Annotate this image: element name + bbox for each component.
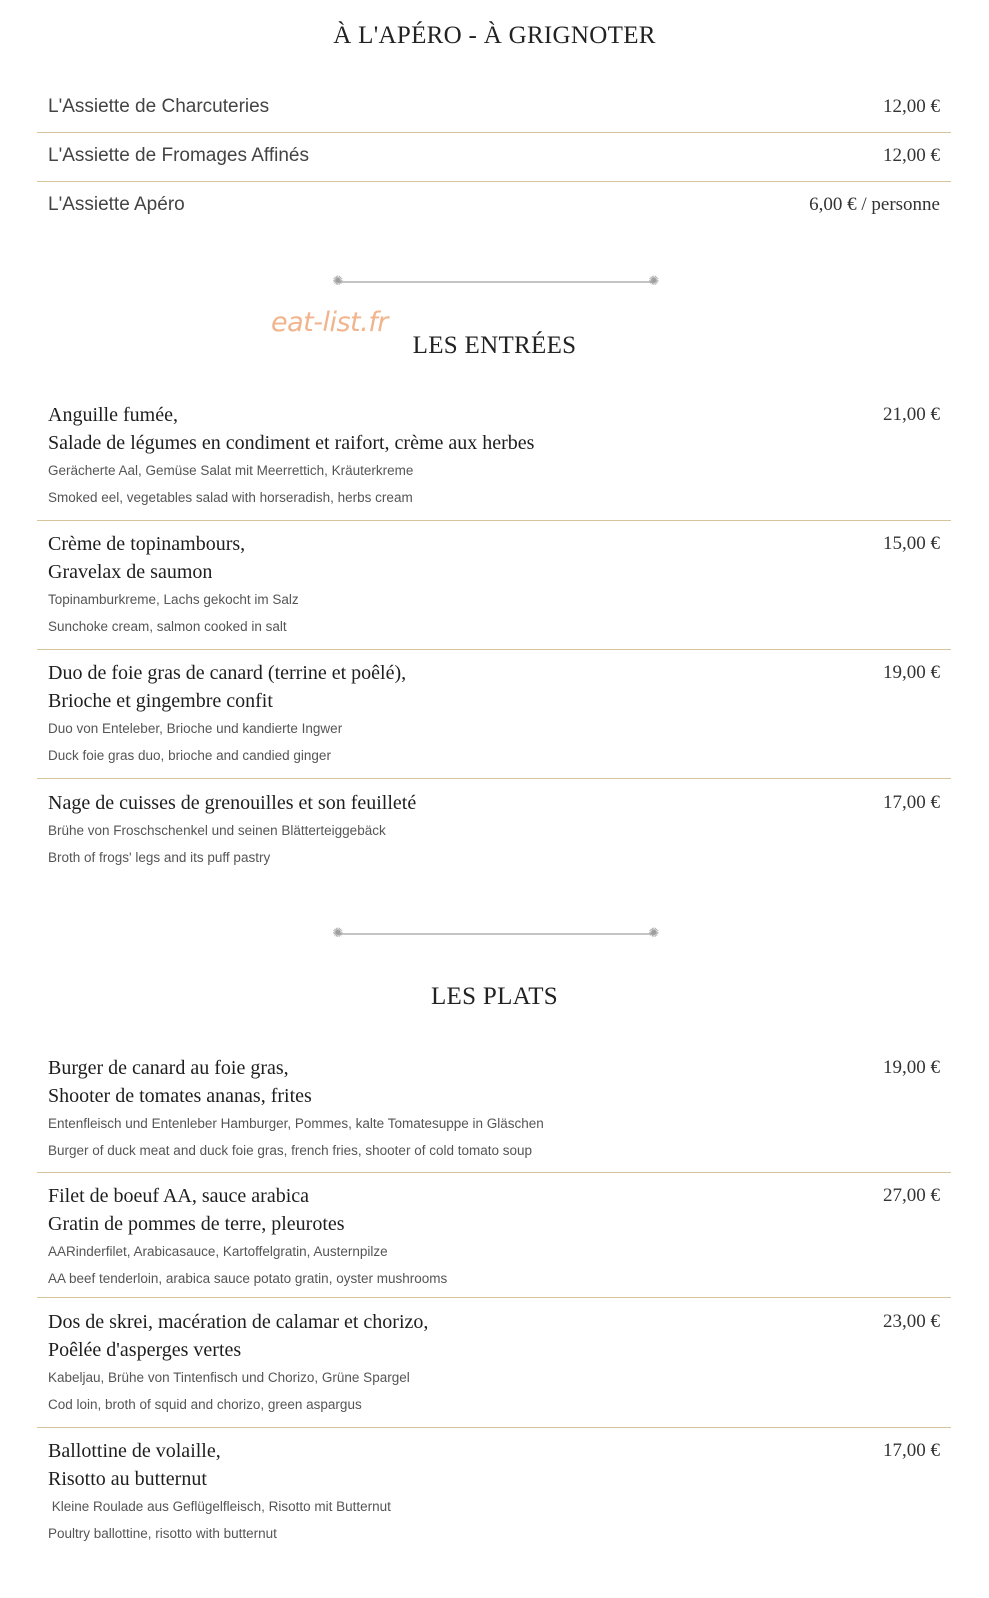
row-divider: [37, 778, 951, 779]
dish-description-en: Burger of duck meat and duck foie gras, french fries, shooter of cold tomato soup: [48, 1143, 533, 1158]
dish-description-en: Smoked eel, vegetables salad with horseradish, herbs cream: [48, 490, 413, 505]
dish-description-de: Kleine Roulade aus Geflügelfleisch, Risotto mit Butternut: [48, 1499, 391, 1514]
dish-title-line2: Brioche et gingembre confit: [48, 690, 273, 712]
section-divider: [334, 928, 658, 940]
item-price: 12,00 €: [883, 145, 940, 166]
item-price: 19,00 €: [883, 662, 940, 683]
menu-item: [48, 95, 940, 119]
menu-item: [48, 530, 940, 640]
menu-item: [48, 1437, 940, 1547]
dish-description-de: Brühe von Froschschenkel und seinen Blätterteiggebäck: [48, 823, 386, 838]
menu-item: [48, 659, 940, 769]
dish-title-line1: Burger de canard au foie gras,: [48, 1057, 289, 1079]
item-name: L'Assiette de Charcuteries: [48, 96, 270, 117]
menu-item: [48, 789, 940, 871]
menu-item: [48, 401, 940, 511]
watermark-logo: eat-list.fr: [271, 307, 388, 338]
dish-title-line1: Filet de boeuf AA, sauce arabica: [48, 1185, 310, 1207]
dish-description-en: Sunchoke cream, salmon cooked in salt: [48, 619, 287, 634]
item-price: 17,00 €: [883, 792, 940, 813]
section-title-plats: LES PLATS: [430, 983, 559, 1010]
item-price: 12,00 €: [883, 96, 940, 117]
row-divider: [37, 649, 951, 650]
item-price: 17,00 €: [883, 1440, 940, 1461]
dish-description-de: Topinamburkreme, Lachs gekocht im Salz: [48, 592, 299, 607]
section-divider: [334, 276, 658, 288]
menu-item: [48, 1308, 940, 1418]
dish-description-de: Entenfleisch und Entenleber Hamburger, Pommes, kalte Tomatesuppe in Gläschen: [48, 1116, 544, 1131]
row-divider: [37, 520, 951, 521]
dish-title-line1: Anguille fumée,: [48, 404, 178, 426]
dish-description-de: Kabeljau, Brühe von Tintenfisch und Chorizo, Grüne Spargel: [48, 1370, 410, 1385]
dish-title-line2: Shooter de tomates ananas, frites: [48, 1085, 312, 1107]
dish-description-en: Poultry ballottine, risotto with butternut: [48, 1526, 277, 1541]
row-divider: [37, 1172, 951, 1173]
dish-title-line1: Crème de topinambours,: [48, 533, 246, 555]
dish-description-de: Gerächerte Aal, Gemüse Salat mit Meerrettich, Kräuterkreme: [48, 463, 414, 478]
dish-description-en: AA beef tenderloin, arabica sauce potato gratin, oyster mushrooms: [48, 1271, 448, 1286]
dish-title-line2: Poêlée d'asperges vertes: [48, 1339, 242, 1361]
fleuron-icon: ✺: [332, 926, 344, 941]
row-divider: [37, 132, 951, 133]
fleuron-icon: ✺: [648, 274, 660, 289]
row-divider: [37, 1427, 951, 1428]
section-title-apero: À L'APÉRO - À GRIGNOTER: [333, 22, 656, 49]
fleuron-icon: ✺: [332, 274, 344, 289]
item-name: L'Assiette Apéro: [48, 194, 185, 215]
section-title-entrees: LES ENTRÉES: [412, 332, 577, 359]
dish-title-line1: Duo de foie gras de canard (terrine et poêlé),: [48, 662, 407, 684]
item-name: L'Assiette de Fromages Affinés: [48, 145, 309, 166]
menu-item: [48, 1054, 940, 1164]
fleuron-icon: ✺: [648, 926, 660, 941]
dish-title-line1: Nage de cuisses de grenouilles et son feuilleté: [48, 792, 417, 814]
dish-description-de: Duo von Enteleber, Brioche und kandierte Ingwer: [48, 721, 343, 736]
dish-description-en: Broth of frogs' legs and its puff pastry: [48, 850, 271, 865]
item-price: 21,00 €: [883, 404, 940, 425]
dish-description-en: Cod loin, broth of squid and chorizo, green aspargus: [48, 1397, 362, 1412]
dish-title-line2: Salade de légumes en condiment et raifort, crème aux herbes: [48, 432, 535, 454]
item-price: 23,00 €: [883, 1311, 940, 1332]
item-price: 6,00 € / personne: [809, 194, 940, 215]
menu-item: [48, 1182, 940, 1292]
row-divider: [37, 1297, 951, 1298]
item-price: 15,00 €: [883, 533, 940, 554]
dish-title-line2: Gravelax de saumon: [48, 561, 213, 583]
row-divider: [37, 181, 951, 182]
item-price: 27,00 €: [883, 1185, 940, 1206]
item-price: 19,00 €: [883, 1057, 940, 1078]
dish-title-line1: Dos de skrei, macération de calamar et chorizo,: [48, 1311, 429, 1333]
dish-title-line2: Risotto au butternut: [48, 1468, 207, 1490]
dish-title-line1: Ballottine de volaille,: [48, 1440, 221, 1462]
menu-item: [48, 193, 940, 217]
dish-description-de: AARinderfilet, Arabicasauce, Kartoffelgratin, Austernpilze: [48, 1244, 388, 1259]
dish-title-line2: Gratin de pommes de terre, pleurotes: [48, 1213, 345, 1235]
dish-description-en: Duck foie gras duo, brioche and candied ginger: [48, 748, 331, 763]
menu-item: [48, 144, 940, 168]
